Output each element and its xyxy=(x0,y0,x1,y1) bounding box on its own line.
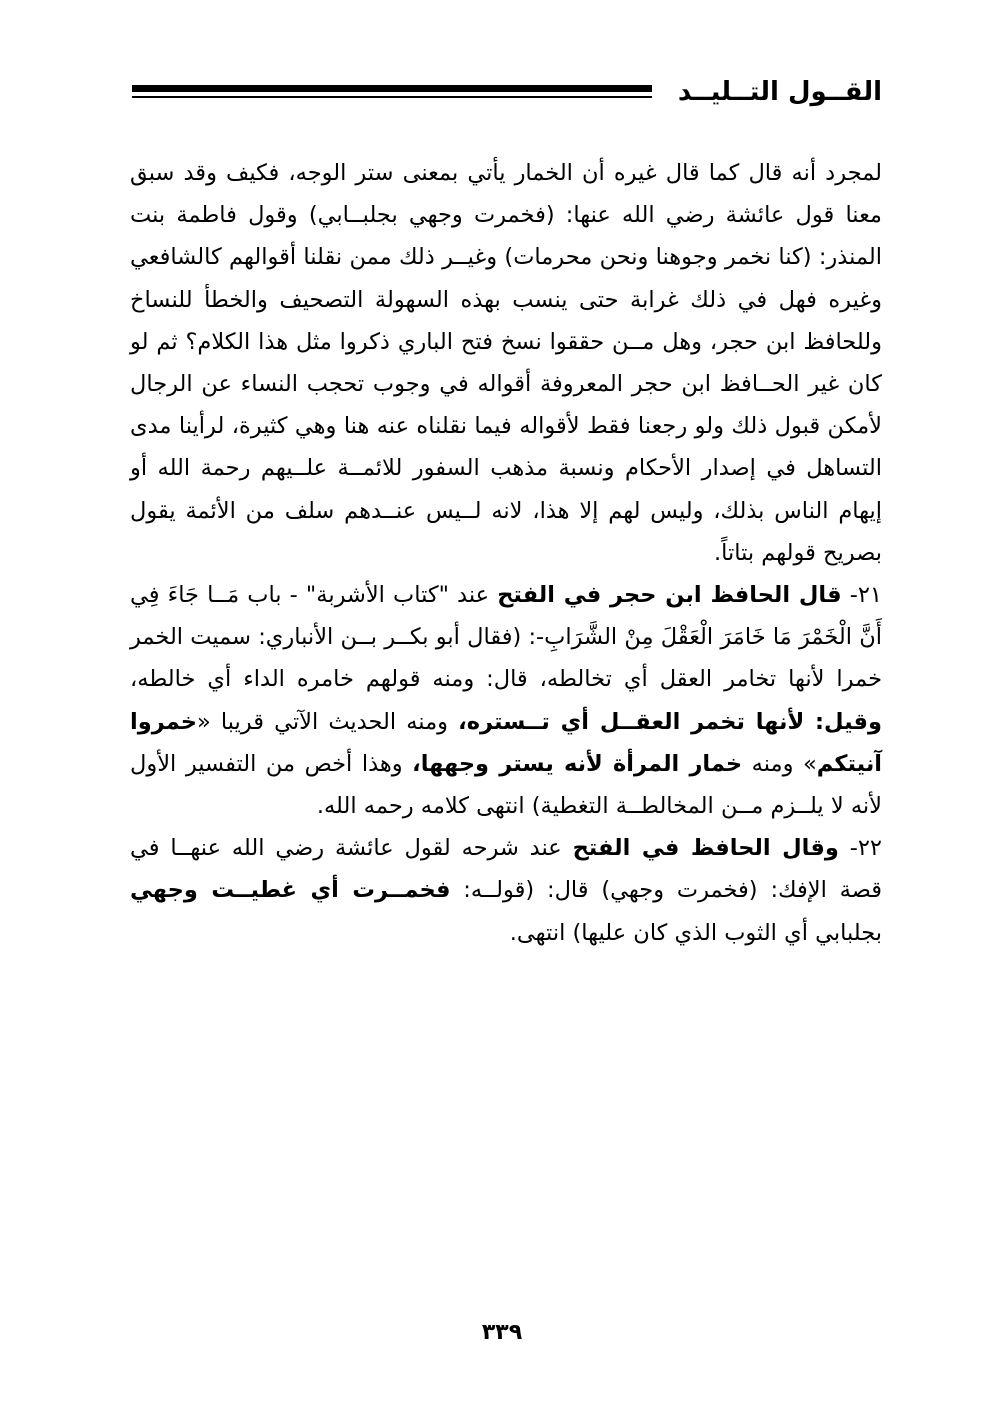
bold-text-segment: خمار المرأة لأنه يستر وجهها، xyxy=(412,750,743,777)
paragraph-3 xyxy=(130,827,882,954)
header-title: القــول التــليــد xyxy=(677,77,882,107)
body-text xyxy=(130,152,882,954)
header-double-rule xyxy=(132,85,652,99)
paragraph-1 xyxy=(130,152,882,574)
text-segment: وهذا أخص من التفسير الأول لأنه لا يلــزم مــن المخالطــة التغطية) انتهى كلامه رحمه الله. xyxy=(130,750,882,820)
page-number: ٣٣٩ xyxy=(481,1320,523,1345)
bold-text-segment: قال الحافظ ابن حجر في الفتح xyxy=(497,582,842,609)
bold-text-segment: وقيل: لأنها تخمر العقــل أي تــستره، xyxy=(458,708,882,735)
bold-text-segment: وقال الحافظ في الفتح xyxy=(572,835,839,862)
paragraph-2 xyxy=(130,574,882,827)
text-segment: عند "كتاب الأشربة" - باب مَــا جَاءَ فِي أَنَّ الْخَمْرَ مَا خَامَرَ الْعَقْلَ مِنْ الشَّرَابِ-: (فقال أبو بكــر بــن الأنباري: سميت الخمر خمرا لأنها تخامر العقل أي تخالطه، قال: ومنه قولهم خامره الداء أي خالطه، xyxy=(130,582,882,693)
running-header xyxy=(132,72,882,112)
text-segment: » ومنه xyxy=(742,750,817,777)
text-segment: ٢١- xyxy=(841,582,882,609)
bold-text-segment: فخمــرت أي غطيــت وجهي xyxy=(130,877,451,904)
text-segment: عند شرحه لقول عائشة رضي الله عنهــا في قصة الإفك: (فخمرت وجهي) قال: (قولــه: xyxy=(130,835,883,904)
text-segment: ومنه الحديث الآتي قريبا « xyxy=(197,708,459,735)
text-segment: لمجرد أنه قال كما قال غيره أن الخمار يأتي بمعنى ستر الوجه، فكيف وقد سبق معنا قول عائشة رضي الله عنها: (فخمرت وجهي بجلبــابي) وقول فاطمة بنت المنذر: (كنا نخمر وجوهنا ونحن محرمات) وغيــر ذلك ممن نقلنا أقوالهم كالشافعي وغيره فهل في ذلك غرابة حتى ينسب بهذه السهولة التصحيف والخطأ للنساخ وللحافظ ابن حجر، وهل مــن حققوا نسخ فتح الباري ذكروا مثل هذا الكلام؟ ثم لو كان غير الحــافظ ابن حجر المعروفة أقواله في وجوب تحجب النساء عن الرجال لأمكن قبول ذلك ولو رجعنا فقط لأقواله فيما نقلناه عنه هنا وهي كثيرة، لرأينا مدى التساهل في إصدار الأحكام ونسبة مذهب السفور للائمــة علــيهم رحمة الله أو إيهام الناس بذلك، وليس لهم إلا هذا، لانه لــيس عنــدهم سلف من الأئمة يقول بصريح قولهم بتاتاً. xyxy=(130,160,882,566)
bold-text-segment: خمروا آنيتكم xyxy=(130,708,882,777)
text-segment: ٢٢- xyxy=(838,835,882,862)
text-segment: بجلبابي أي الثوب الذي كان عليها) انتهى. xyxy=(509,919,882,946)
